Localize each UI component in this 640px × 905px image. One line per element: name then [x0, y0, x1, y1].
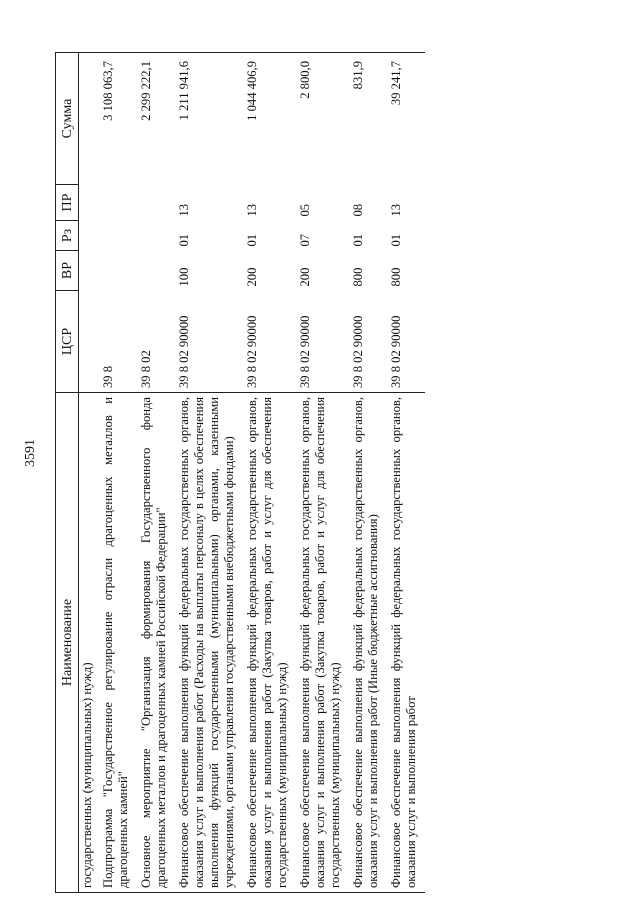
- cell-rz: 01: [389, 233, 403, 247]
- header-vr: ВР: [56, 251, 79, 291]
- budget-table: [55, 52, 425, 893]
- budget-table-rotated: [55, 53, 615, 893]
- table-row: [349, 53, 387, 893]
- cell-name: Основное мероприятие "Организация формирования Государственного фонда драгоценных металлов и драгоценных камней Российской Федерации": [137, 393, 175, 893]
- cell-vr: [99, 251, 137, 291]
- table-header: [56, 53, 79, 893]
- table-row: [79, 53, 100, 893]
- cell-pr: 13: [177, 203, 191, 217]
- cell-csr: 39 8 02 90000: [177, 315, 191, 388]
- cell-vr: [137, 251, 175, 291]
- table-row: [175, 53, 243, 893]
- cell-vr: 800: [389, 267, 403, 287]
- cell-vr: 100: [177, 267, 191, 287]
- cell-sum: 831,9: [349, 53, 387, 185]
- cell-pr: [79, 185, 100, 221]
- cell-vr: 800: [351, 267, 365, 287]
- cell-sum: 2 800,0: [296, 53, 349, 185]
- cell-sum: 1 044 406,9: [243, 53, 296, 185]
- page-number: [20, 438, 42, 468]
- table-body: [79, 53, 426, 893]
- cell-vr: 200: [298, 267, 312, 287]
- cell-rz: 01: [351, 233, 365, 247]
- page-number-text: 3591: [23, 439, 38, 467]
- cell-name: Финансовое обеспечение выполнения функций федеральных государственных органов, оказания услуг и выполнения работ (Иные бюджетные ассигнования): [349, 393, 387, 893]
- cell-name: Финансовое обеспечение выполнения функций федеральных государственных органов, оказания услуг и выполнения работ (Расходы на выплаты персоналу в целях обеспечения выполнения функций государственными (муниципальными) органами, казенными учреждениями, органами управления государственными внебюджетными фондами): [175, 393, 243, 893]
- table-row: [137, 53, 175, 893]
- cell-vr: [79, 251, 100, 291]
- cell-name: Подпрограмма "Государственное регулирование отрасли драгоценных металлов и драгоценных камней": [99, 393, 137, 893]
- cell-vr: 200: [245, 267, 259, 287]
- table-row: [296, 53, 349, 893]
- cell-name: Финансовое обеспечение выполнения функций федеральных государственных органов, оказания услуг и выполнения работ: [387, 393, 425, 893]
- header-csr: ЦСР: [56, 291, 79, 393]
- cell-sum: 2 299 222,1: [137, 53, 175, 185]
- cell-sum: 39 241,7: [387, 53, 425, 185]
- cell-pr: [99, 185, 137, 221]
- cell-csr: 39 8: [101, 365, 115, 388]
- header-sum: Сумма: [56, 53, 79, 185]
- cell-csr: 39 8 02 90000: [389, 315, 403, 388]
- cell-name: Финансовое обеспечение выполнения функций федеральных государственных органов, оказания услуг и выполнения работ (Закупка товаров, работ и услуг для обеспечения государственных (муниципальных) нужд): [243, 393, 296, 893]
- cell-sum: 1 211 941,6: [175, 53, 243, 185]
- cell-name: Финансовое обеспечение выполнения функций федеральных государственных органов, оказания услуг и выполнения работ (Закупка товаров, работ и услуг для обеспечения государственных (муниципальных) нужд): [296, 393, 349, 893]
- cell-csr: 39 8 02 90000: [245, 315, 259, 388]
- cell-pr: 13: [389, 203, 403, 217]
- cell-csr: 39 8 02 90000: [298, 315, 312, 388]
- header-pr: ПР: [56, 185, 79, 221]
- table-row: [243, 53, 296, 893]
- cell-rz: 01: [177, 233, 191, 247]
- cell-rz: 01: [245, 233, 259, 247]
- cell-sum: 3 108 063,7: [99, 53, 137, 185]
- cell-sum: [79, 53, 100, 185]
- cell-csr: [79, 291, 100, 393]
- table-row: [387, 53, 425, 893]
- header-rz: Рз: [56, 221, 79, 251]
- cell-pr: 05: [298, 203, 312, 217]
- cell-pr: 13: [245, 203, 259, 217]
- cell-pr: 08: [351, 203, 365, 217]
- cell-rz: [79, 221, 100, 251]
- cell-csr: 39 8 02 90000: [351, 315, 365, 388]
- header-name: Наименование: [56, 393, 79, 893]
- cell-rz: [99, 221, 137, 251]
- cell-csr: 39 8 02: [139, 350, 153, 388]
- cell-pr: [137, 185, 175, 221]
- cell-rz: 07: [298, 233, 312, 247]
- table-row: [99, 53, 137, 893]
- cell-name: государственных (муниципальных) нужд): [79, 393, 100, 893]
- header-row: [56, 53, 79, 893]
- cell-rz: [137, 221, 175, 251]
